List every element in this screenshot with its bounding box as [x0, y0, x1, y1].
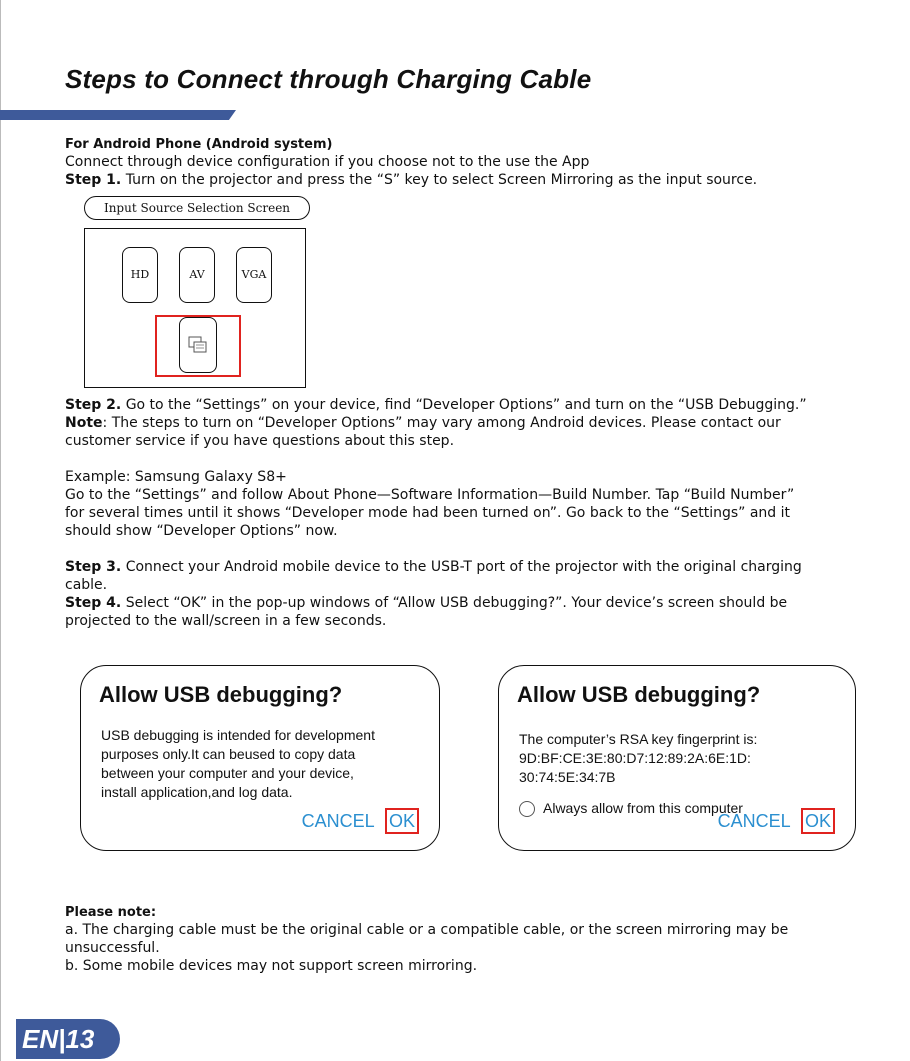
example-line-2: Go to the “Settings” and follow About Phone—Software Information—Build Number. Tap “Build Number”	[65, 487, 795, 503]
page-number-badge: EN|13	[16, 1019, 120, 1059]
example-line-3: for several times until it shows “Developer mode had been turned on”. Go back to the “Settings” and it	[65, 505, 791, 521]
usb-debug-dialog-1	[80, 665, 440, 851]
step1-text: Turn on the projector and press the “S” key to select Screen Mirroring as the input source.	[125, 172, 758, 188]
page-border	[0, 0, 1, 1061]
step2-paragraph	[65, 397, 807, 414]
always-allow-radio[interactable]	[519, 801, 535, 817]
dialog2-ok-button[interactable]: OK	[801, 808, 835, 834]
source-screen-mirroring	[179, 317, 217, 373]
dialog1-line: between your computer and your device,	[101, 765, 354, 781]
step3-text: Connect your Android mobile device to the USB-T port of the projector with the original charging	[125, 559, 802, 575]
dialog1-title: Allow USB debugging?	[99, 682, 343, 707]
step4-paragraph	[65, 595, 787, 612]
step4-label: Step 4.	[65, 595, 122, 611]
title-underline-bar	[0, 110, 236, 120]
dialog2-line: 30:74:5E:34:7B	[519, 769, 616, 785]
dialog2-title: Allow USB debugging?	[517, 682, 761, 707]
note-label: Note	[65, 415, 103, 431]
example-title: Example: Samsung Galaxy S8+	[65, 469, 287, 485]
source-vga: VGA	[236, 247, 272, 303]
dialog1-body	[101, 726, 375, 802]
dialog1-line: purposes only.It can beused to copy data	[101, 746, 356, 762]
note-b: b. Some mobile devices may not support screen mirroring.	[65, 958, 478, 974]
step1-label: Step 1.	[65, 172, 122, 188]
step1-paragraph	[65, 172, 757, 189]
dialog2-line: 9D:BF:CE:3E:80:D7:12:89:2A:6E:1D:	[519, 750, 751, 766]
note-text: : The steps to turn on “Developer Options” may vary among Android devices. Please contact our	[102, 415, 781, 431]
dialog2-line: The computer’s RSA key fingerprint is:	[519, 731, 758, 747]
step2-text: Go to the “Settings” on your device, find “Developer Options” and turn on the “USB Debugging.”	[125, 397, 807, 413]
dialog1-line: install application,and log data.	[101, 784, 293, 800]
step2-label: Step 2.	[65, 397, 122, 413]
note-a-line-2: unsuccessful.	[65, 940, 160, 956]
dialog1-line: USB debugging is intended for development	[101, 727, 375, 743]
android-intro: Connect through device configuration if you choose not to the use the App	[65, 154, 590, 170]
page-title: Steps to Connect through Charging Cable	[65, 64, 592, 94]
example-line-4: should show “Developer Options” now.	[65, 523, 338, 539]
input-source-screen	[84, 228, 306, 388]
step3-line-2: cable.	[65, 577, 108, 593]
always-allow-label: Always allow from this computer	[543, 800, 743, 816]
notes-heading: Please note:	[65, 905, 157, 920]
input-source-caption: Input Source Selection Screen	[84, 196, 310, 220]
screen-mirroring-icon	[180, 318, 216, 372]
step3-paragraph	[65, 559, 802, 576]
dialog1-ok-button[interactable]: OK	[385, 808, 419, 834]
source-av: AV	[179, 247, 215, 303]
note-a-line-1: a. The charging cable must be the original cable or a compatible cable, or the screen mirroring may be	[65, 922, 789, 938]
note-line-2: customer service if you have questions about this step.	[65, 433, 455, 449]
usb-debug-dialog-2	[498, 665, 856, 851]
dialog2-cancel-button[interactable]: CANCEL	[717, 811, 790, 831]
dialog2-body	[519, 730, 757, 818]
dialog2-buttons	[718, 808, 835, 834]
step4-line-2: projected to the wall/screen in a few seconds.	[65, 613, 387, 629]
dialog1-buttons	[302, 808, 419, 834]
source-hd: HD	[122, 247, 158, 303]
step4-text: Select “OK” in the pop-up windows of “Allow USB debugging?”. Your device’s screen should be	[125, 595, 788, 611]
android-heading: For Android Phone (Android system)	[65, 137, 333, 152]
dialog1-cancel-button[interactable]: CANCEL	[301, 811, 374, 831]
note-line-1	[65, 415, 781, 432]
step3-label: Step 3.	[65, 559, 122, 575]
